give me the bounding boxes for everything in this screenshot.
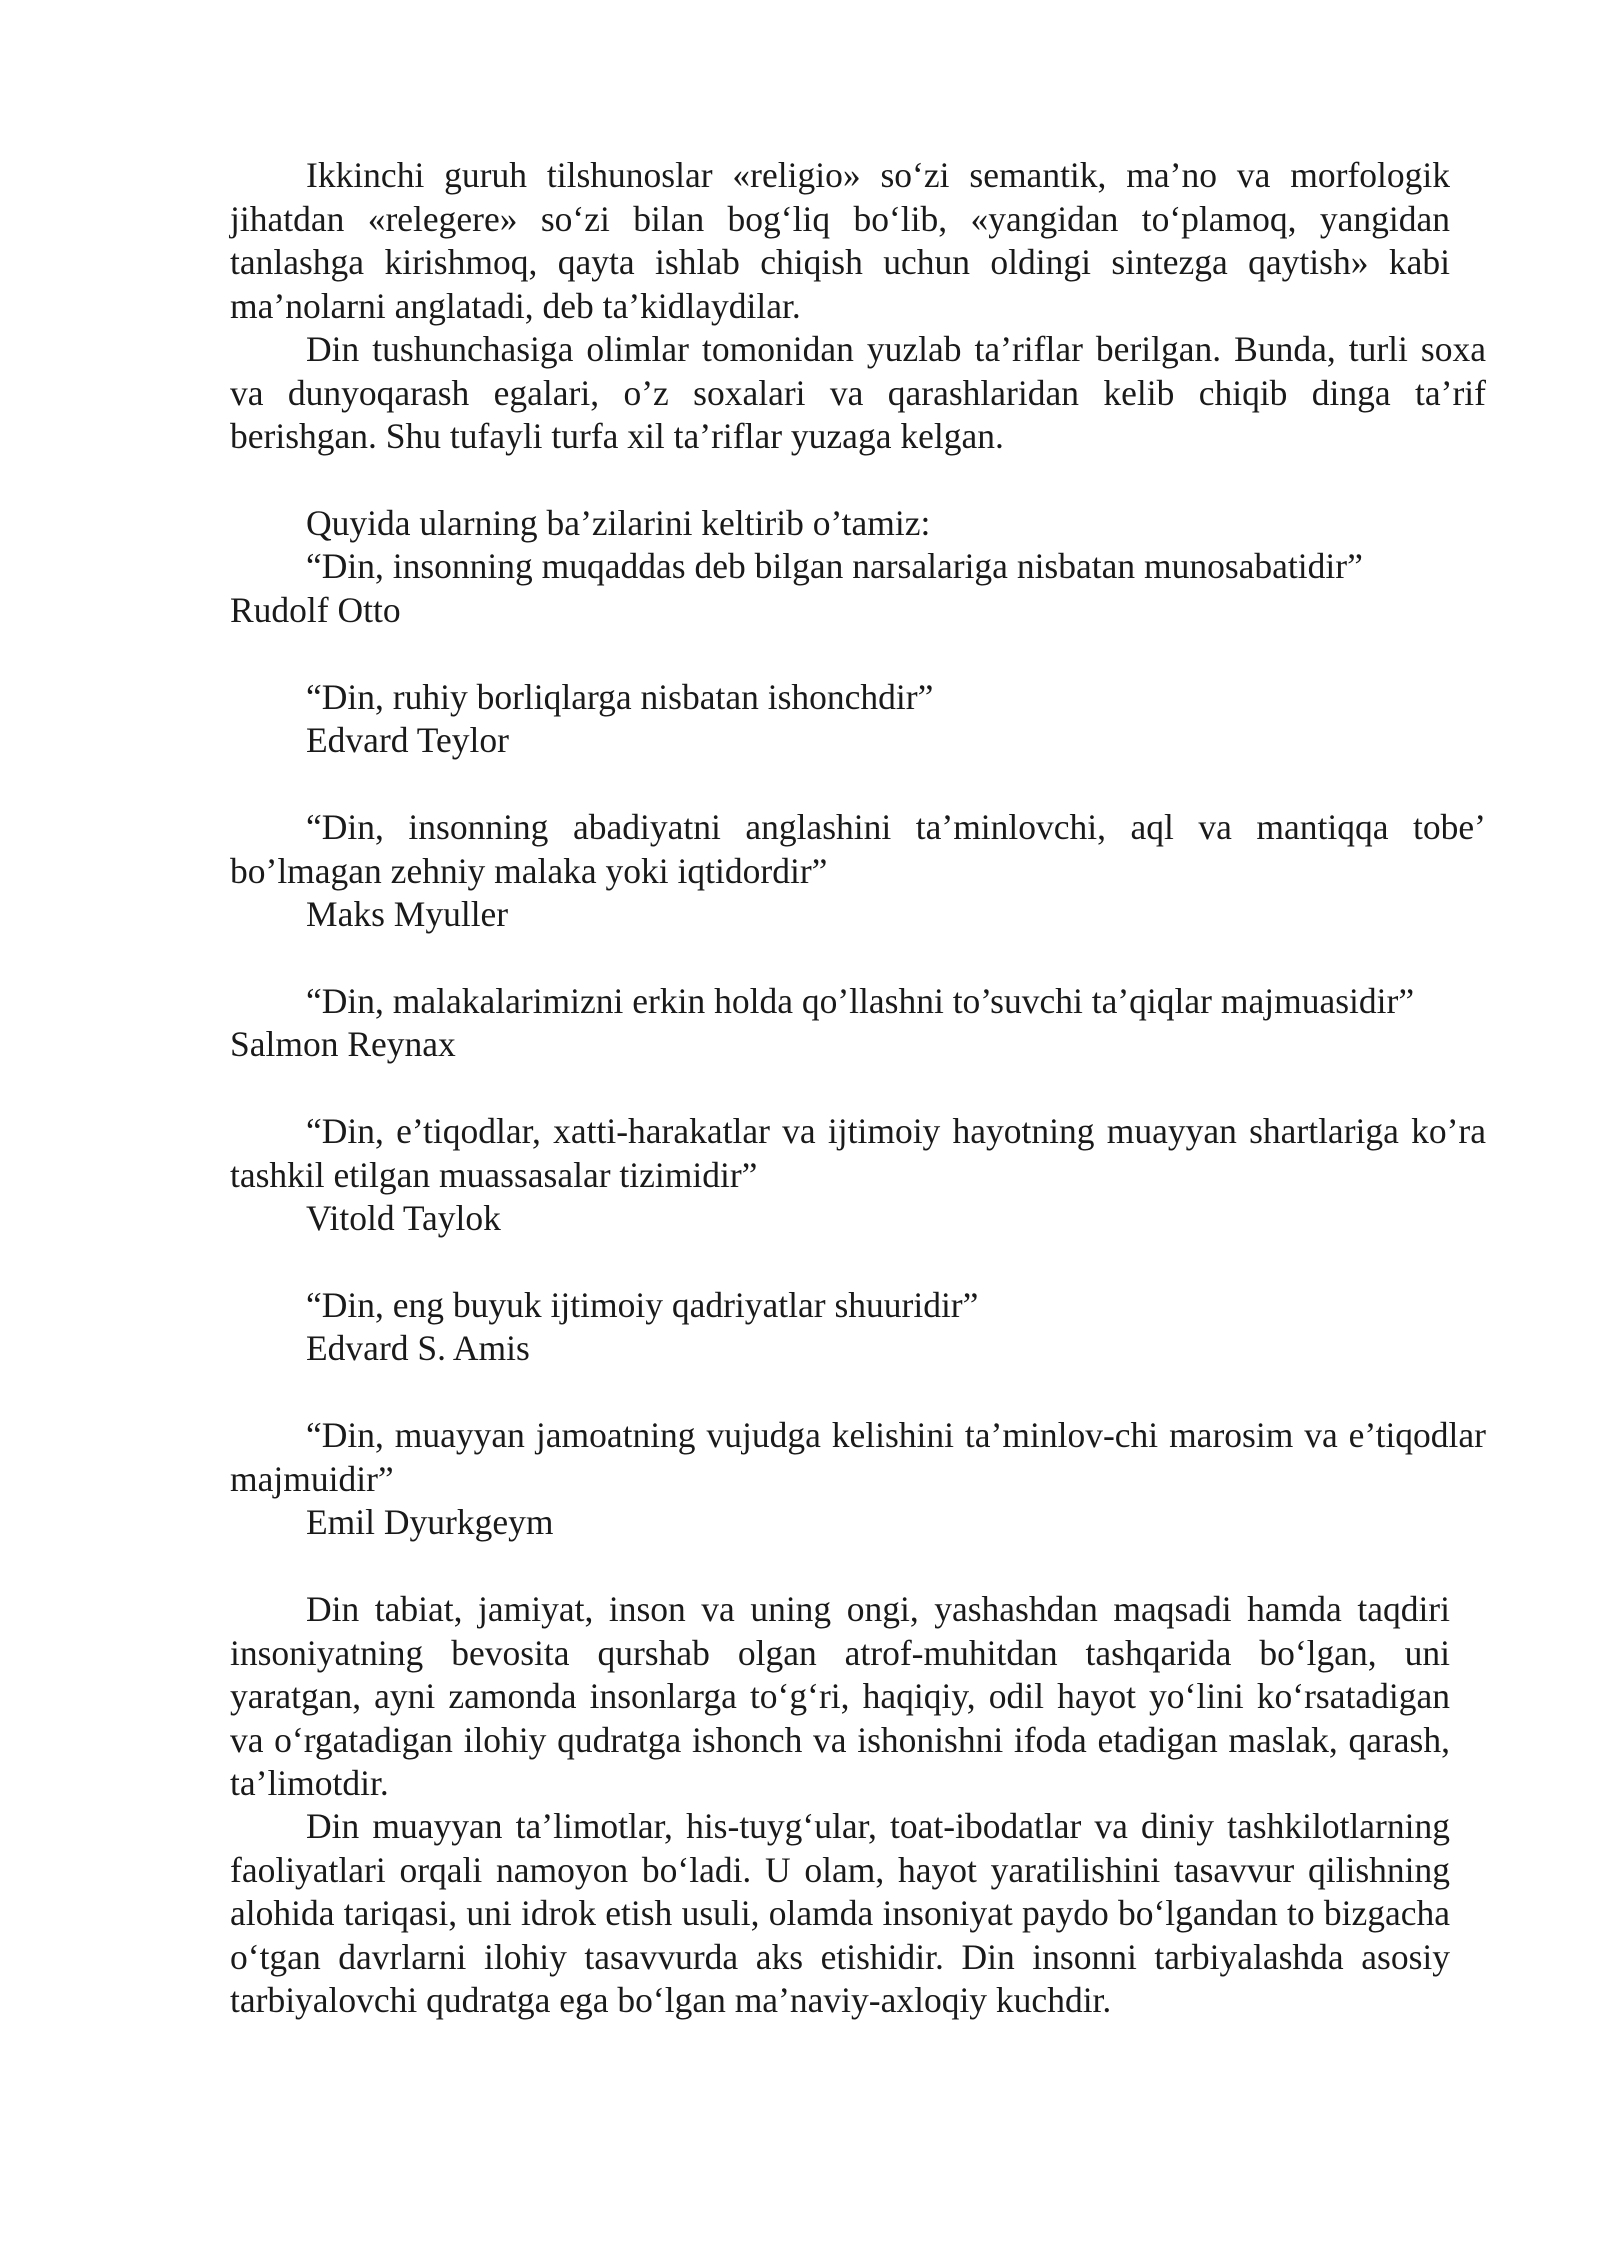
paragraph-definitions-intro: Din tushunchasiga olimlar tomonidan yuzlab ta’riflar berilgan. Bunda, turli soxa va dunyoqarash egalari, o’z soxalari va qarashlaridan kelib chiqib dinga ta’rif berishgan. Shu tufayli turfa xil ta’riflar yuzaga kelgan. — [230, 329, 1486, 456]
quote-author: Edvard Teylor — [306, 720, 509, 760]
quote-text: “Din, ruhiy borliqlarga nisbatan ishonchdir” — [306, 677, 934, 717]
quote-author: Rudolf Otto — [230, 590, 401, 630]
quote-text: “Din, e’tiqodlar, xatti-harakatlar va ijtimoiy hayotning muayyan shartlariga ko’ra tashkil etilgan muassasalar tizimidir” — [230, 1111, 1486, 1195]
quote-text: “Din, malakalarimizni erkin holda qo’llashni to’suvchi ta’qiqlar majmuasidir” — [306, 981, 1415, 1021]
quotes-lead-in: Quyida ularning ba’zilarini keltirib o’tamiz: — [306, 503, 931, 543]
quote-text: “Din, insonning abadiyatni anglashini ta’minlovchi, aql va mantiqqa tobe’ bo’lmagan zehniy malaka yoki iqtidordir” — [230, 807, 1486, 891]
paragraph-religio-etymology: Ikkinchi guruh tilshunoslar «religio» so‘zi semantik, ma’no va morfologik jihatdan «relegere» so‘zi bilan bog‘liq bo‘lib, «yangidan to‘plamoq, yangidan tanlashga kirishmoq, qayta ishlab chiqish uchun oldingi sintezga qaytish» kabi ma’nolarni anglatadi, deb ta’kidlaydilar. — [230, 155, 1450, 326]
quote-text: “Din, insonning muqaddas deb bilgan narsalariga nisbatan munosabatidir” — [306, 546, 1363, 586]
paragraph-religion-definition: Din tabiat, jamiyat, inson va uning ongi, yashashdan maqsadi hamda taqdiri insoniyatning bevosita qurshab olgan atrof-muhitdan tashqarida bo‘lgan, uni yaratgan, ayni zamonda insonlarga to‘g‘ri, haqiqiy, odil hayot yo‘lini ko‘rsatadigan va o‘rgatadigan ilohiy qudratga ishonch va ishonishni ifoda etadigan maslak, qarash, ta’limotdir. — [230, 1589, 1450, 1803]
quote-author: Vitold Taylok — [306, 1198, 501, 1238]
paragraph-religion-manifestation: Din muayyan ta’limotlar, his-tuyg‘ular, toat-ibodatlar va diniy tashkilotlarning faoliyatlari orqali namoyon bo‘ladi. U olam, hayot yaratilishini tasavvur qilishning alohida tariqasi, uni idrok etish usuli, olamda insoniyat paydo bo‘lgandan to bizgacha o‘tgan davrlarni ilohiy tasavvurda aks etishidir. Din insonni tarbiyalashda asosiy tarbiyalovchi qudratga ega bo‘lgan ma’naviy-axloqiy kuchdir. — [230, 1806, 1450, 2020]
quote-text: “Din, eng buyuk ijtimoiy qadriyatlar shuuridir” — [306, 1285, 979, 1325]
quote-author: Edvard S. Amis — [306, 1328, 530, 1368]
quote-author: Emil Dyurkgeym — [306, 1502, 554, 1542]
quote-author: Maks Myuller — [306, 894, 509, 934]
quote-text: “Din, muayyan jamoatning vujudga kelishini ta’minlov-chi marosim va e’tiqodlar majmuidir” — [230, 1415, 1486, 1499]
quote-author: Salmon Reynax — [230, 1024, 456, 1064]
